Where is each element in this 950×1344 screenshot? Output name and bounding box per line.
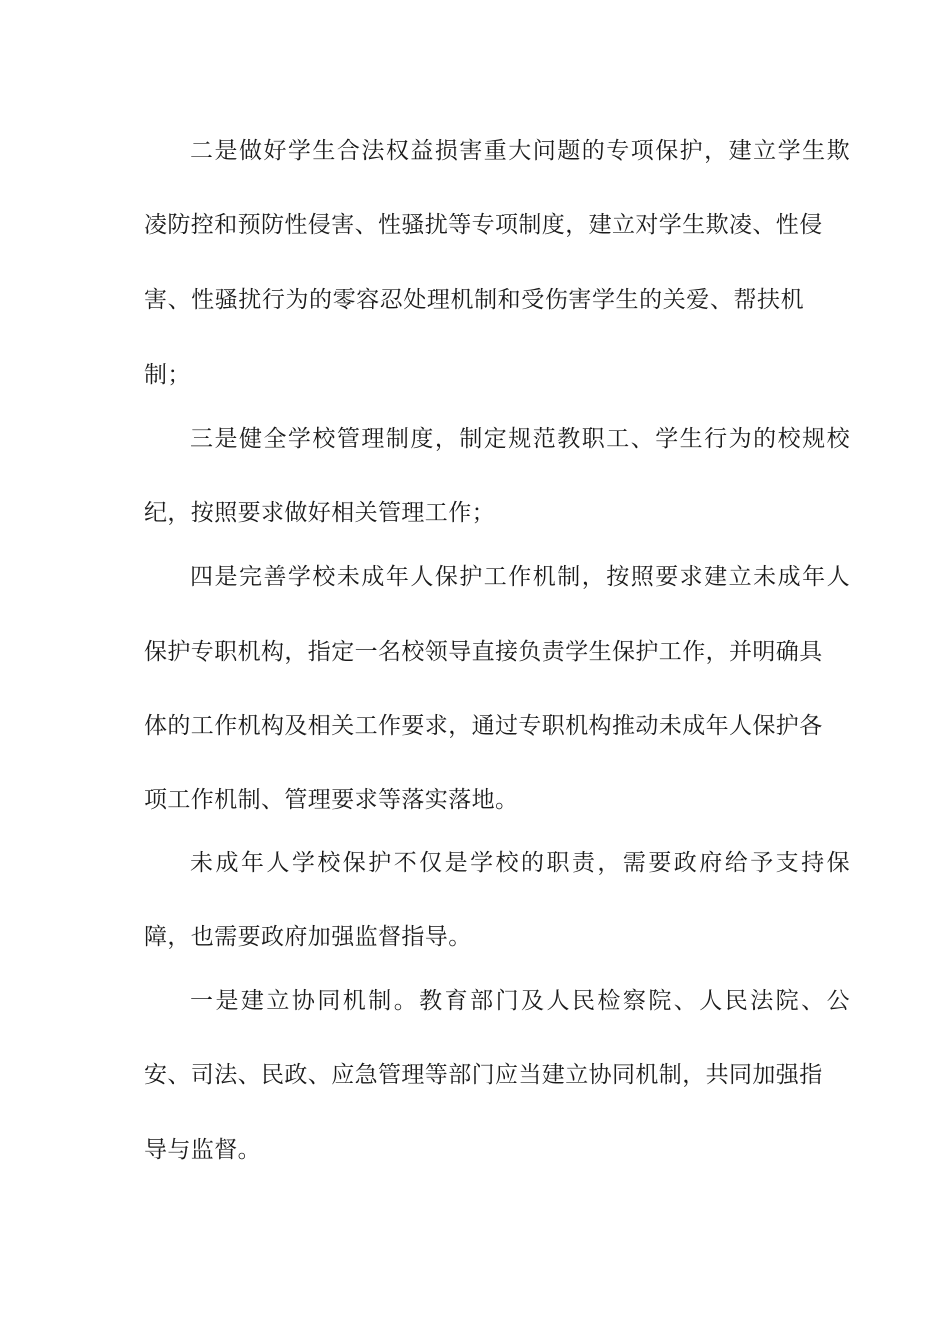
text-line: 凌防控和预防性侵害、性骚扰等专项制度，建立对学生欺凌、性侵 xyxy=(144,212,823,238)
text-line: 安、司法、民政、应急管理等部门应当建立协同机制，共同加强指 xyxy=(144,1062,823,1088)
text-line: 导与监督。 xyxy=(144,1137,261,1163)
text-line: 保护专职机构，指定一名校领导直接负责学生保护工作，并明确具 xyxy=(144,639,823,665)
text-line: 项工作机制、管理要求等落实落地。 xyxy=(144,787,519,813)
text-line: 二是做好学生合法权益损害重大问题的专项保护，建立学生欺 xyxy=(190,138,850,164)
text-line: 一是建立协同机制。教育部门及人民检察院、人民法院、公 xyxy=(190,988,850,1014)
text-line: 未成年人学校保护不仅是学校的职责，需要政府给予支持保 xyxy=(190,850,850,876)
text-line: 制； xyxy=(144,362,191,388)
text-line: 四是完善学校未成年人保护工作机制，按照要求建立未成年人 xyxy=(190,564,850,590)
text-line: 害、性骚扰行为的零容忍处理机制和受伤害学生的关爱、帮扶机 xyxy=(144,287,804,313)
text-line: 纪，按照要求做好相关管理工作； xyxy=(144,500,495,526)
text-line: 障，也需要政府加强监督指导。 xyxy=(144,924,472,950)
text-line: 三是健全学校管理制度，制定规范教职工、学生行为的校规校 xyxy=(190,426,850,452)
text-line: 体的工作机构及相关工作要求，通过专职机构推动未成年人保护各 xyxy=(144,713,823,739)
